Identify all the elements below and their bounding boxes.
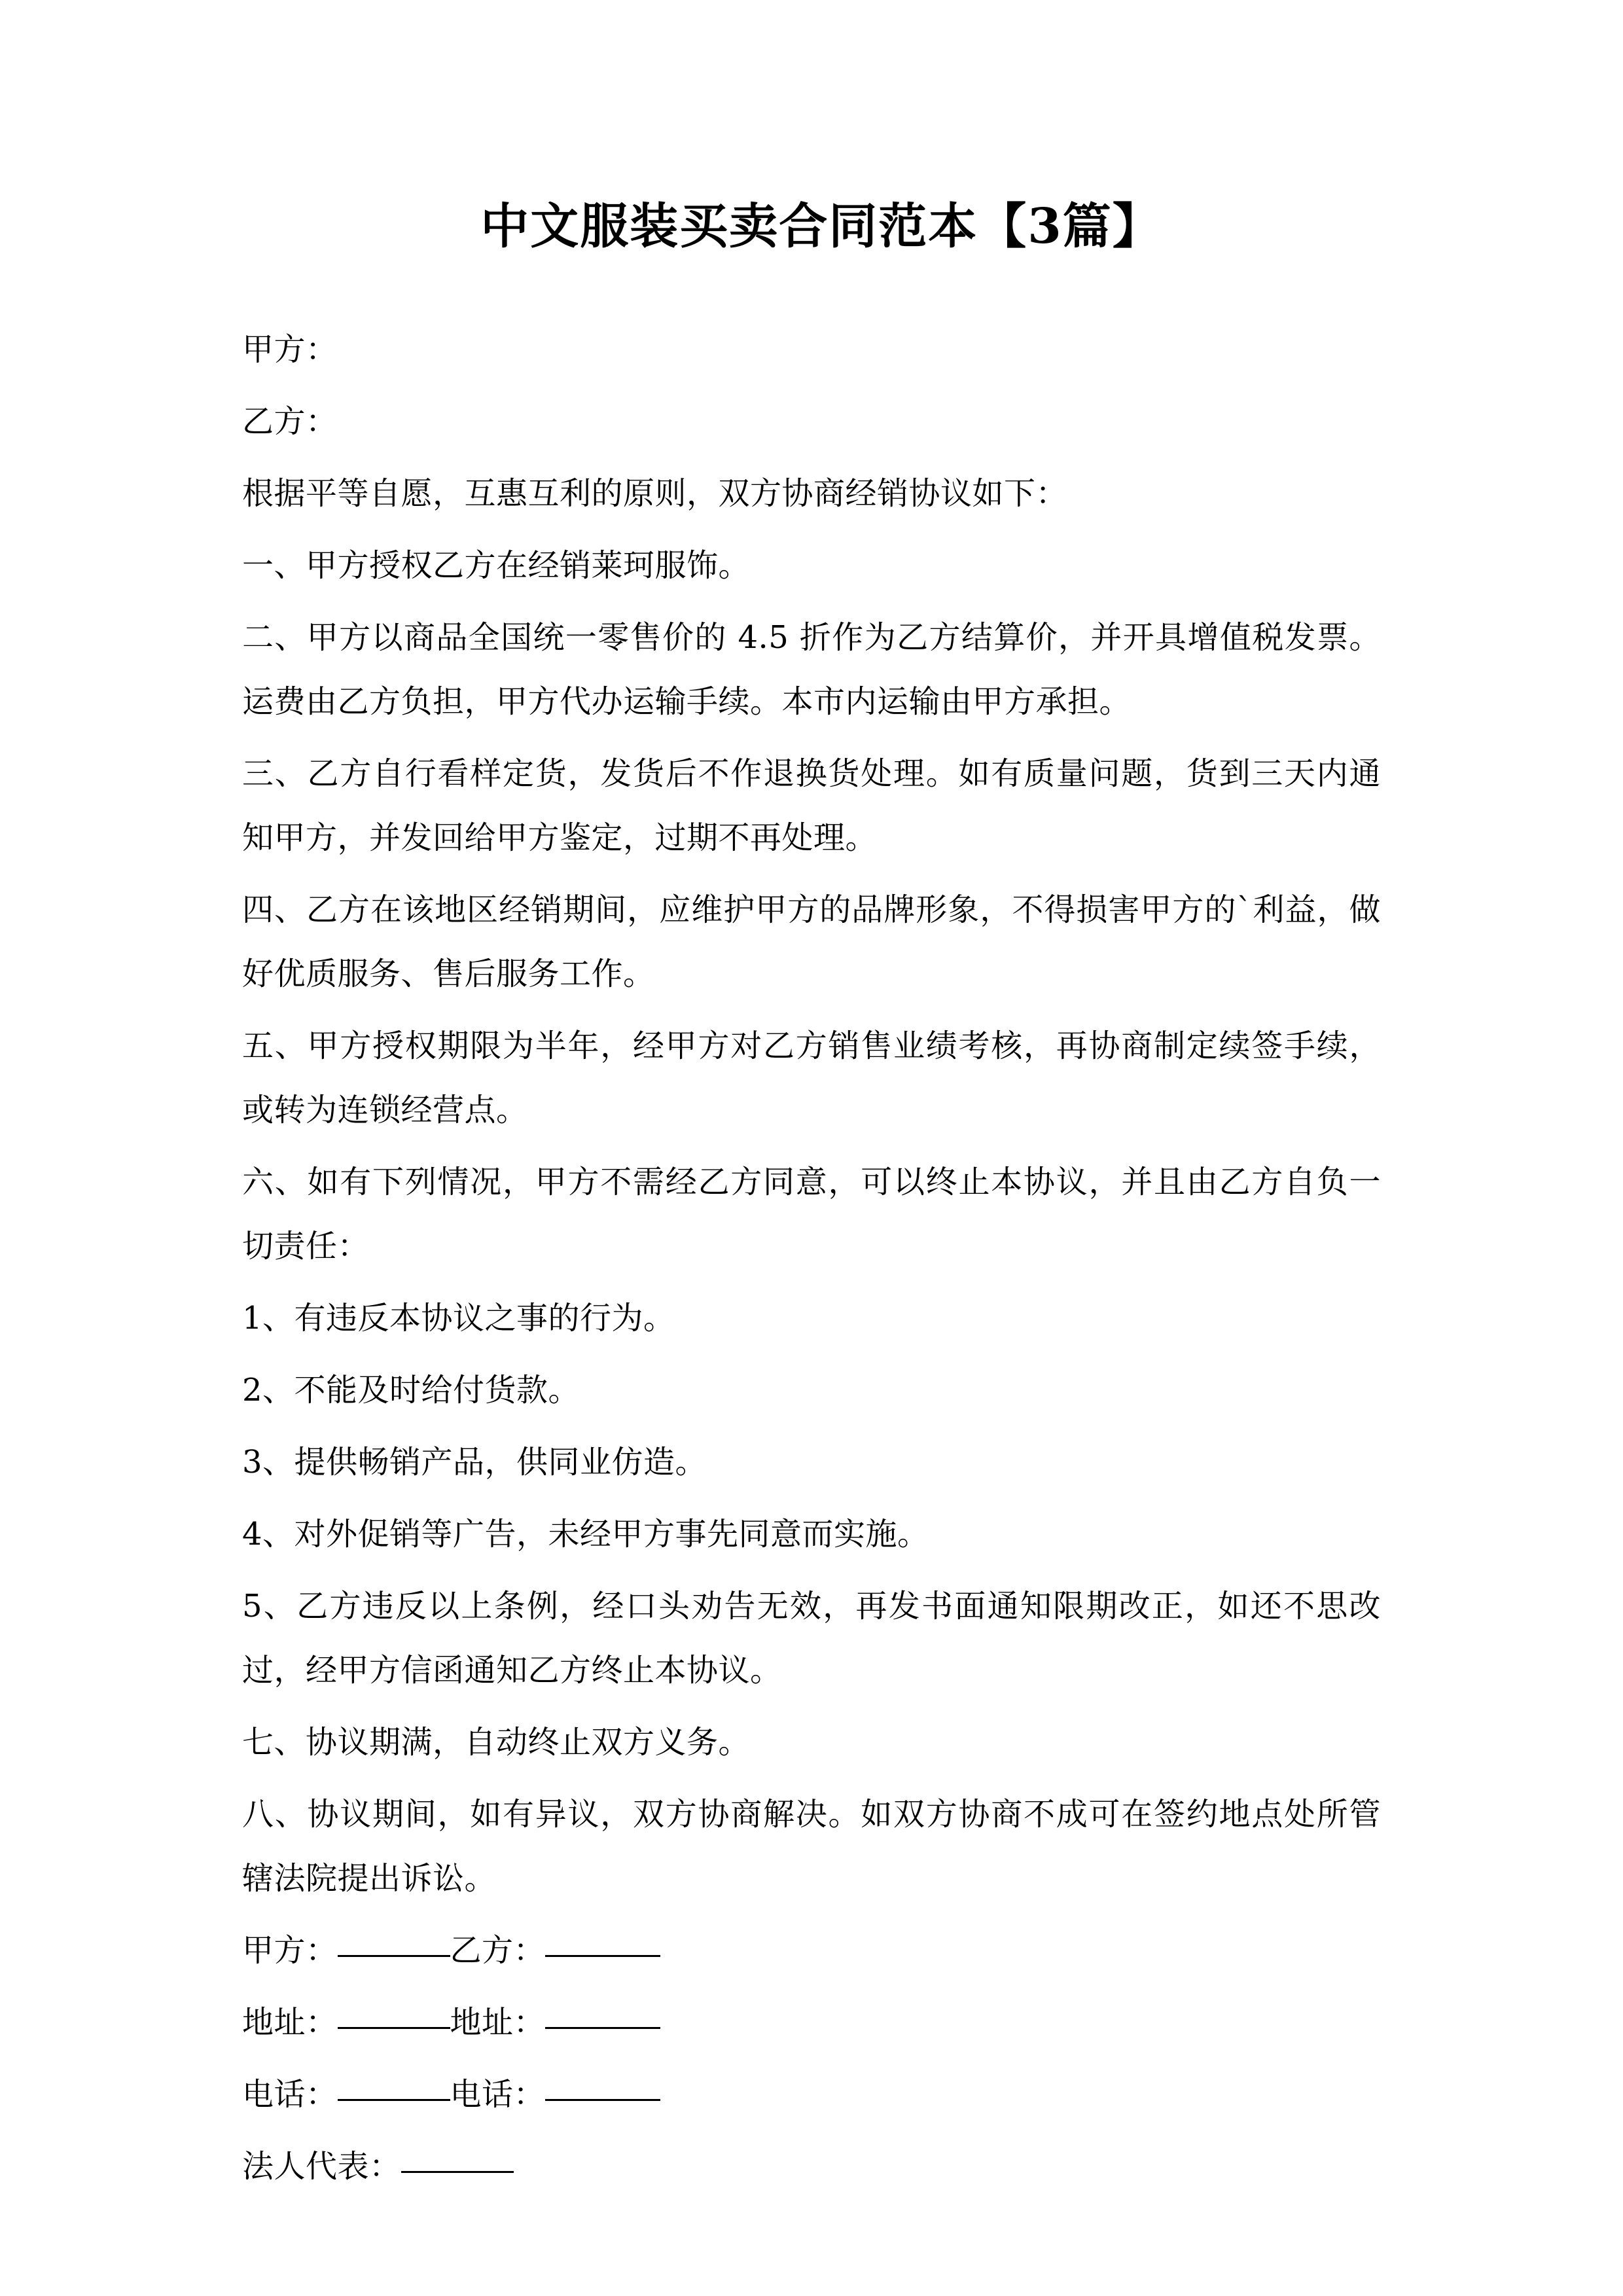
paragraph-party-a: 甲方：	[242, 331, 338, 368]
signature-field-phone-a[interactable]	[338, 2099, 450, 2101]
signature-label-address-b: 地址：	[450, 2003, 546, 2041]
clause-8: 八、协议期间，如有异议，双方协商解决。如双方协商不成可在签约地点处所管辖法院提出诉讼。	[242, 1795, 1381, 1897]
paragraph-party-b: 乙方：	[242, 403, 338, 440]
clause-6-item-2: 2、不能及时给付货款。	[242, 1371, 580, 1408]
clause-4: 四、乙方在该地区经销期间，应维护甲方的品牌形象，不得损害甲方的`利益，做好优质服务、售后服务工作。	[242, 891, 1381, 992]
signature-field-party-b[interactable]	[545, 1955, 660, 1957]
clause-7: 七、协议期满，自动终止双方义务。	[242, 1723, 751, 1761]
signature-label-phone-a: 电话：	[242, 2075, 338, 2113]
signature-row-phone	[242, 2062, 1381, 2126]
signature-row-address	[242, 1990, 1381, 2054]
signature-label-address-a: 地址：	[242, 2003, 338, 2041]
clause-6-item-3: 3、提供畅销产品，供同业仿造。	[242, 1443, 707, 1480]
clause-6: 六、如有下列情况，甲方不需经乙方同意，可以终止本协议，并且由乙方自负一切责任：	[242, 1163, 1381, 1265]
signature-field-legal-rep[interactable]	[401, 2171, 514, 2173]
clause-6-item-1: 1、有违反本协议之事的行为。	[242, 1299, 675, 1336]
clause-2: 二、甲方以商品全国统一零售价的 4.5 折作为乙方结算价，并开具增值税发票。运费由乙方负担，甲方代办运输手续。本市内运输由甲方承担。	[242, 619, 1381, 720]
clause-5: 五、甲方授权期限为半年，经甲方对乙方销售业绩考核，再协商制定续签手续，或转为连锁经营点。	[242, 1027, 1381, 1128]
signature-row-legal-rep	[242, 2134, 1381, 2198]
signature-label-phone-b: 电话：	[450, 2075, 546, 2113]
clause-1: 一、甲方授权乙方在经销莱珂服饰。	[242, 547, 751, 584]
signature-field-address-a[interactable]	[338, 2027, 450, 2029]
clause-6-item-4: 4、对外促销等广告，未经甲方事先同意而实施。	[242, 1515, 929, 1552]
clause-6-item-5: 5、乙方违反以上条例，经口头劝告无效，再发书面通知限期改正，如还不思改过，经甲方信函通知乙方终止本协议。	[242, 1587, 1381, 1689]
signature-label-party-b: 乙方：	[450, 1931, 546, 1969]
signature-field-address-b[interactable]	[545, 2027, 660, 2029]
signature-field-party-a[interactable]	[338, 1955, 450, 1957]
page-title: 中文服装买卖合同范本【3篇】	[480, 198, 1162, 255]
document-body	[242, 317, 1381, 2198]
paragraph-preamble: 根据平等自愿，互惠互利的原则，双方协商经销协议如下：	[242, 475, 1068, 512]
clause-3: 三、乙方自行看样定货，发货后不作退换货处理。如有质量问题，货到三天内通知甲方，并发回给甲方鉴定，过期不再处理。	[242, 755, 1381, 856]
signature-field-phone-b[interactable]	[545, 2099, 660, 2101]
signature-block	[242, 1918, 1381, 2198]
signature-label-party-a: 甲方：	[242, 1931, 338, 1969]
signature-row-parties	[242, 1918, 1381, 1982]
signature-label-legal-rep: 法人代表：	[242, 2147, 401, 2185]
